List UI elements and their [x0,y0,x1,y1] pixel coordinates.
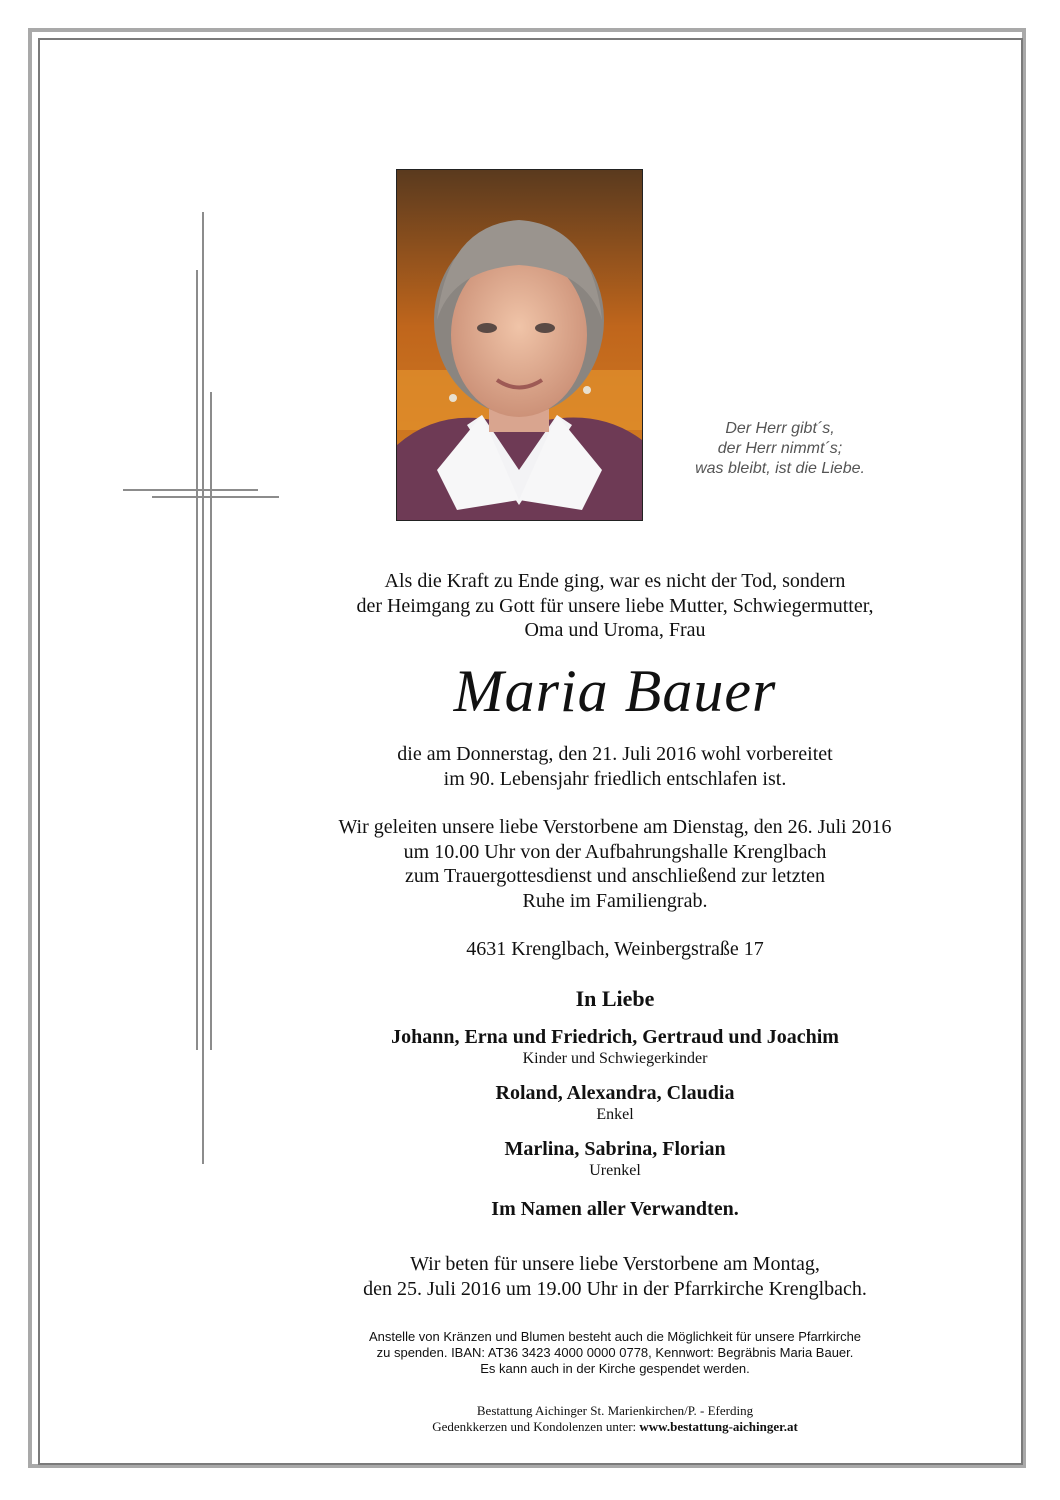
intro-text [230,569,1000,643]
footer-condolence [230,1419,1000,1435]
funeral-info [230,815,1000,913]
mourner-group [230,1137,1000,1180]
mourner-names: Marlina, Sabrina, Florian [504,1138,726,1160]
footer-condolence-label: Gedenkkerzen und Kondolenzen unter: [432,1419,640,1434]
footer [230,1403,1000,1435]
prayer-info [230,1252,1000,1301]
mourner-names: Roland, Alexandra, Claudia [495,1082,735,1104]
funeral-line: Wir geleiten unsere liebe Verstorbene am Dienstag, den 26. Juli 2016 [338,816,892,838]
portrait-photo [396,169,643,521]
footer-company: Bestattung Aichinger St. Marienkirchen/P. - Eferding [476,1403,754,1418]
funeral-line: um 10.00 Uhr von der Aufbahrungshalle Krenglbach [403,840,827,863]
motto-line: was bleibt, ist die Liebe. [695,460,865,477]
death-notice [230,742,1000,791]
prayer-line: den 25. Juli 2016 um 19.00 Uhr in der Pfarrkirche Krenglbach. [363,1277,867,1300]
mourner-group [230,1025,1000,1068]
mourner-relation: Kinder und Schwiegerkinder [522,1050,708,1067]
death-notice-line: die am Donnerstag, den 21. Juli 2016 wohl vorbereitet [397,743,833,765]
intro-line: der Heimgang zu Gott für unsere liebe Mutter, Schwiegermutter, [356,594,874,617]
donation-line: zu spenden. IBAN: AT36 3423 4000 0000 0778, Kennwort: Begräbnis Maria Bauer. [376,1345,854,1360]
in-love-heading: In Liebe [575,986,655,1011]
website-link[interactable]: www.bestattung-aichinger.at [639,1419,798,1434]
prayer-line: Wir beten für unsere liebe Verstorbene am Montag, [410,1253,820,1275]
relatives-line: Im Namen aller Verwandten. [491,1198,739,1220]
funeral-line: Ruhe im Familiengrab. [522,889,708,912]
motto-line: der Herr nimmt´s; [717,440,843,457]
motto-line: Der Herr gibt´s, [725,420,835,437]
funeral-line: zum Trauergottesdienst und anschließend zur letzten [404,865,826,887]
donation-note [230,1329,1000,1377]
death-notice-line: im 90. Lebensjahr friedlich entschlafen ist. [443,767,787,790]
mourner-names: Johann, Erna und Friedrich, Gertraud und Joachim [391,1026,839,1048]
motto [660,419,900,479]
intro-line: Als die Kraft zu Ende ging, war es nicht der Tod, sondern [384,570,846,592]
mourner-relation: Enkel [596,1106,634,1123]
donation-line: Es kann auch in der Kirche gespendet werden. [480,1361,750,1376]
deceased-name: Maria Bauer [453,658,777,724]
mourner-relation: Urenkel [589,1162,641,1179]
intro-line: Oma und Uroma, Frau [524,619,706,641]
mourner-group [230,1081,1000,1124]
donation-line: Anstelle von Kränzen und Blumen besteht auch die Möglichkeit für unsere Pfarrkirche [368,1329,862,1344]
address: 4631 Krenglbach, Weinbergstraße 17 [466,938,764,960]
